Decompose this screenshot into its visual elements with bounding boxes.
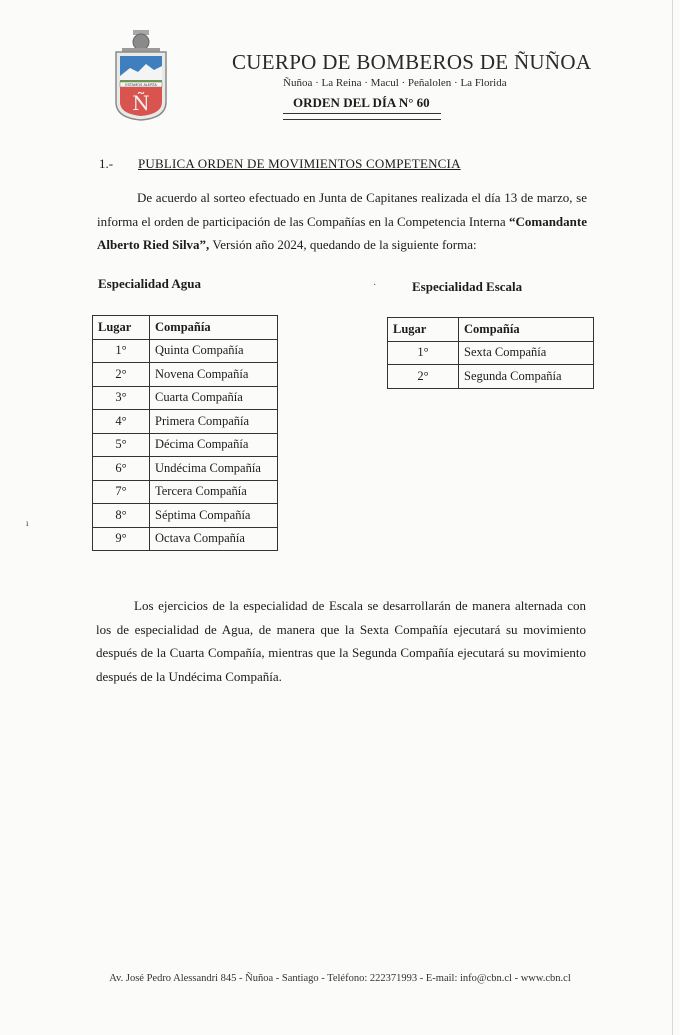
table-row xyxy=(388,365,594,389)
table-row xyxy=(93,457,278,481)
place-cell: 8° xyxy=(93,504,150,528)
table-row xyxy=(93,363,278,387)
communes-line: Ñuñoa · La Reina · Macul · Peñalolen · La Florida xyxy=(283,77,507,89)
table-row xyxy=(93,386,278,410)
table-header-row xyxy=(388,318,594,342)
logo-letter: Ñ xyxy=(132,91,150,115)
place-cell: 3° xyxy=(93,386,150,410)
company-cell: Octava Compañía xyxy=(150,527,278,551)
place-cell: 1° xyxy=(388,341,459,365)
company-cell: Novena Compañía xyxy=(150,363,278,387)
table-row xyxy=(93,339,278,363)
order-title-double-rule xyxy=(283,113,441,120)
order-title: ORDEN DEL DÍA N° 60 xyxy=(293,95,430,110)
company-cell: Undécima Compañía xyxy=(150,457,278,481)
stray-mark: ı xyxy=(26,518,29,528)
company-cell: Primera Compañía xyxy=(150,410,278,434)
company-cell: Segunda Compañía xyxy=(459,365,594,389)
place-cell: 7° xyxy=(93,480,150,504)
alternation-paragraph: Los ejercicios de la especialidad de Escala se desarrollarán de manera alternada con los de especialidad de Agua, de manera que la Sexta Compañía ejecutará su movimiento después de la Cuarta Compañía, mientras que la Segunda Compañía ejecutará su movimiento después de la Undécima Compañía. xyxy=(96,598,586,684)
col-compania: Compañía xyxy=(459,318,594,342)
place-cell: 9° xyxy=(93,527,150,551)
footer-address: Av. José Pedro Alessandri 845 - Ñuñoa - Santiago - Teléfono: 222371993 - E-mail: info@cbn.cl - www.cbn.cl xyxy=(109,973,571,984)
company-cell: Séptima Compañía xyxy=(150,504,278,528)
escala-label: Especialidad Escala xyxy=(412,279,523,294)
page-edge-line xyxy=(672,0,673,1035)
section-title: PUBLICA ORDEN DE MOVIMIENTOS COMPETENCIA xyxy=(138,156,461,171)
place-cell: 1° xyxy=(93,339,150,363)
competition-name: “Comandante Alberto Ried Silva”, xyxy=(97,213,587,252)
logo-motto: ESTAMOS ALERTA xyxy=(125,83,157,87)
intro-text-b: Versión año 2024, quedando de la siguiente forma: xyxy=(209,237,477,252)
col-compania: Compañía xyxy=(150,316,278,340)
organization-name: CUERPO DE BOMBEROS DE ÑUÑOA xyxy=(232,50,592,74)
table-row xyxy=(93,504,278,528)
place-cell: 6° xyxy=(93,457,150,481)
place-cell: 4° xyxy=(93,410,150,434)
table-row xyxy=(93,480,278,504)
stray-dot: · xyxy=(373,280,377,291)
table-row xyxy=(93,410,278,434)
fire-department-crest-logo xyxy=(112,30,170,122)
table-row xyxy=(93,433,278,457)
table-header-row xyxy=(93,316,278,340)
intro-text-a: De acuerdo al sorteo efectuado en Junta de Capitanes realizada el día 13 de marzo, se informa el orden de participación de las Compañías en la Competencia Interna xyxy=(97,190,587,229)
company-cell: Tercera Compañía xyxy=(150,480,278,504)
place-cell: 2° xyxy=(93,363,150,387)
col-lugar: Lugar xyxy=(388,318,459,342)
table-row xyxy=(388,341,594,365)
company-cell: Cuarta Compañía xyxy=(150,386,278,410)
agua-table xyxy=(92,315,278,551)
agua-label: Especialidad Agua xyxy=(98,276,201,291)
col-lugar: Lugar xyxy=(93,316,150,340)
company-cell: Décima Compañía xyxy=(150,433,278,457)
intro-paragraph xyxy=(97,186,587,257)
company-cell: Sexta Compañía xyxy=(459,341,594,365)
escala-table xyxy=(387,317,594,389)
place-cell: 2° xyxy=(388,365,459,389)
section-number: 1.- xyxy=(99,156,114,171)
table-row xyxy=(93,527,278,551)
company-cell: Quinta Compañía xyxy=(150,339,278,363)
place-cell: 5° xyxy=(93,433,150,457)
